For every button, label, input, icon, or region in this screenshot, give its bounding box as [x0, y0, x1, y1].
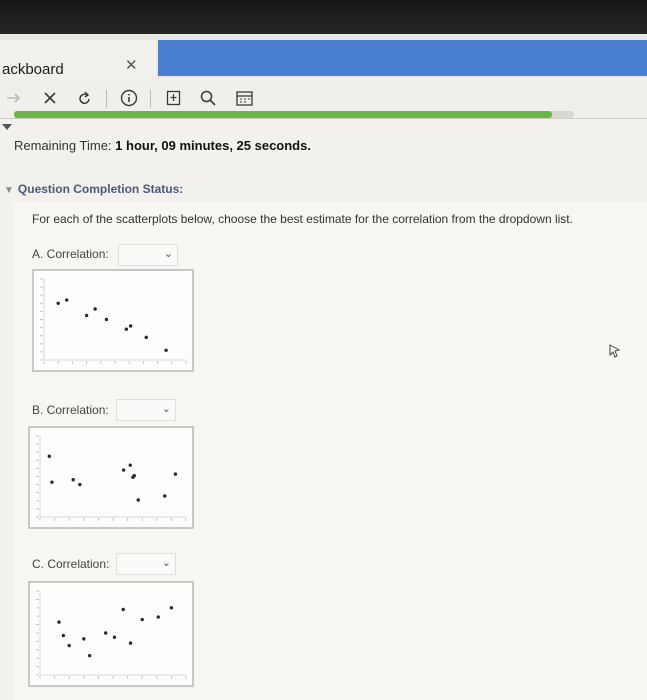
- part-c-correlation-select[interactable]: [116, 553, 176, 575]
- remaining-time-label: Remaining Time:: [14, 138, 112, 153]
- chevron-down-icon: ⌄: [163, 248, 173, 260]
- tab-title[interactable]: ackboard: [2, 61, 64, 78]
- data-point: [129, 463, 132, 466]
- info-icon[interactable]: [117, 87, 141, 109]
- data-point: [48, 455, 51, 458]
- forward-icon[interactable]: [4, 87, 24, 109]
- scatterplot-a: [32, 269, 194, 372]
- data-point: [129, 641, 132, 644]
- data-point: [125, 328, 128, 331]
- remaining-time-value: 1 hour, 09 minutes, 25 seconds.: [115, 138, 311, 153]
- data-point: [141, 618, 144, 621]
- reload-icon[interactable]: [74, 87, 96, 109]
- question-completion-status[interactable]: [4, 182, 183, 196]
- data-point: [157, 615, 160, 618]
- data-point: [68, 644, 71, 647]
- part-b-label: B. Correlation:: [32, 403, 109, 417]
- screen-bezel: [0, 0, 647, 34]
- progress-fill: [14, 111, 552, 118]
- mouse-cursor-icon: [609, 344, 621, 363]
- data-point: [164, 349, 167, 352]
- question-instructions: For each of the scatterplots below, choose the best estimate for the correlation from the dropdown list.: [32, 212, 573, 226]
- toolbar-separator: [150, 90, 151, 108]
- toolbar-separator: [106, 90, 107, 108]
- reader-icon[interactable]: [162, 87, 184, 109]
- part-a-correlation-select[interactable]: [118, 244, 178, 266]
- scatterplot-c: [28, 581, 194, 687]
- data-point: [57, 620, 60, 623]
- search-icon[interactable]: [197, 87, 219, 109]
- tab-strip: [158, 40, 647, 76]
- data-point: [82, 637, 85, 640]
- part-c-label: C. Correlation:: [32, 557, 110, 571]
- data-point: [78, 483, 81, 486]
- expand-caret-icon[interactable]: ▼: [4, 185, 14, 196]
- data-point: [71, 478, 74, 481]
- data-point: [62, 634, 65, 637]
- scatterplot-a-svg: [34, 271, 192, 370]
- data-point: [163, 494, 166, 497]
- data-point: [122, 608, 125, 611]
- scatterplot-b: [28, 426, 194, 529]
- data-point: [113, 636, 116, 639]
- data-point: [174, 472, 177, 475]
- data-point: [93, 307, 96, 310]
- scatterplot-c-svg: [30, 583, 192, 685]
- part-a-label: A. Correlation:: [32, 247, 109, 261]
- data-point: [57, 302, 60, 305]
- part-b-correlation-select[interactable]: [116, 399, 176, 421]
- collapse-caret-icon[interactable]: [2, 124, 12, 130]
- data-point: [65, 298, 68, 301]
- chevron-down-icon: ⌄: [161, 403, 171, 415]
- calendar-icon[interactable]: [232, 87, 256, 109]
- stop-icon[interactable]: [40, 87, 60, 109]
- data-point: [122, 468, 125, 471]
- remaining-time: [14, 138, 311, 153]
- data-point: [88, 654, 91, 657]
- chevron-down-icon: ⌄: [161, 557, 171, 569]
- scatterplot-b-svg: [30, 428, 192, 527]
- data-point: [137, 498, 140, 501]
- close-icon[interactable]: ✕: [125, 57, 138, 74]
- data-point: [170, 606, 173, 609]
- data-point: [145, 336, 148, 339]
- progress-track: [14, 111, 574, 118]
- status-heading: Question Completion Status:: [17, 182, 184, 196]
- data-point: [129, 324, 132, 327]
- data-point: [104, 631, 107, 634]
- data-point: [133, 474, 136, 477]
- data-point: [85, 314, 88, 317]
- data-point: [50, 480, 53, 483]
- data-point: [105, 318, 108, 321]
